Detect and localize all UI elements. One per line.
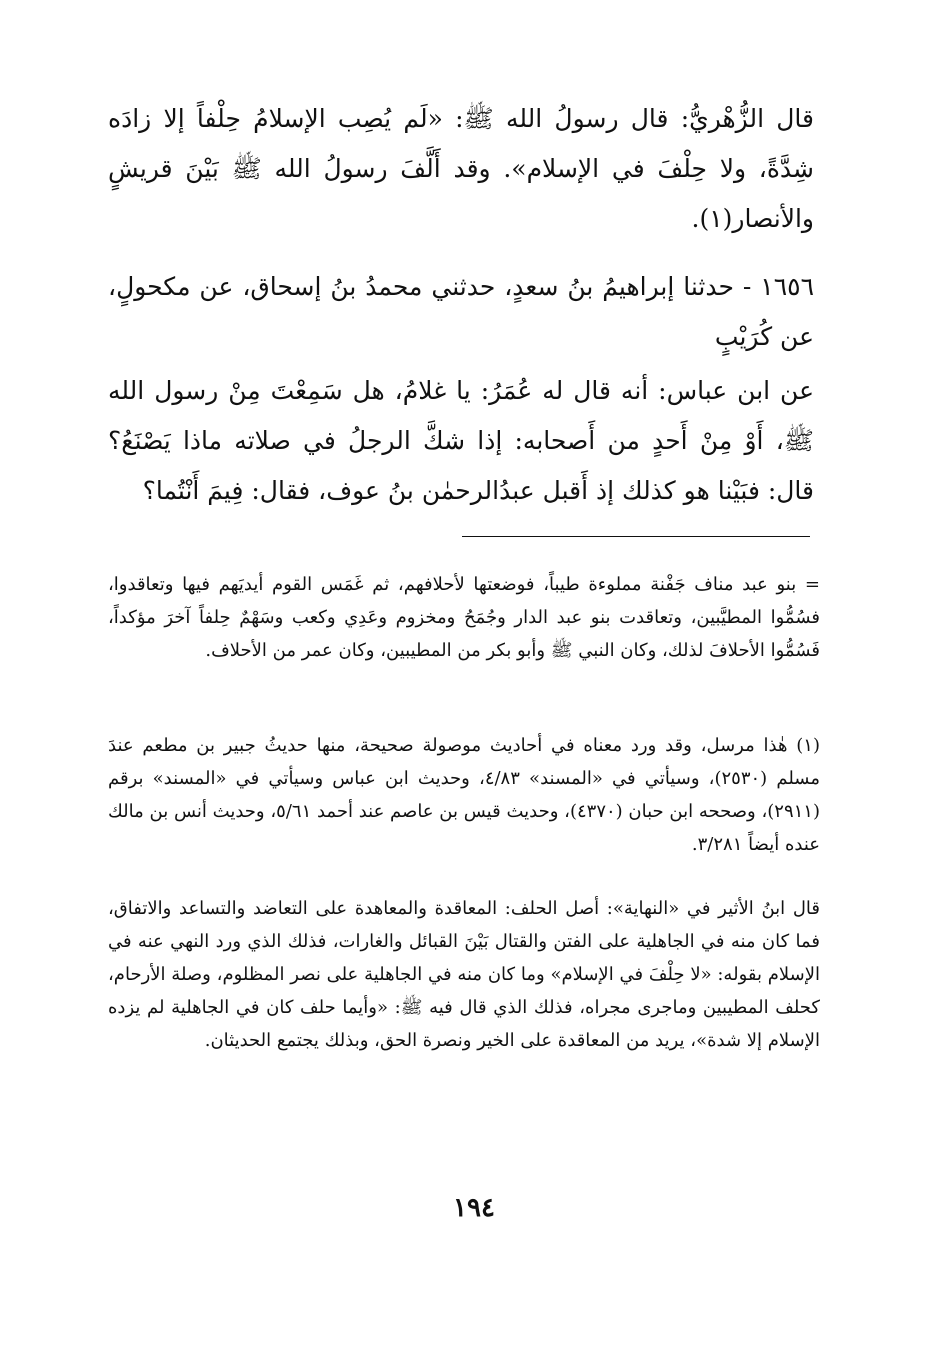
page-number: ١٩٤ [453,1193,495,1223]
footnote-2: قال ابنُ الأثير في «النهاية»: أصل الحلف: المعاقدة والمعاهدة على التعاضد والتساعد والاتفاق، فما كان منه في الجاهلية على الفتن والقتال بَيْنَ القبائل والغارات، فذلك الذي ورد النهي عنه في الإسلام بقوله: «لا حِلْفَ في الإسلام» وما كان منه في الجاهلية على نصر المظلوم، وصلة الأرحام، كحلف المطيبين وماجرى مجراه، فذلك الذي قال فيه ﷺ: «وأيما حلف كان في الجاهلية لم يزده الإسلام إلا شدة»، يريد من المعاقدة على الخير ونصرة الحق، وبذلك يجتمع الحديثان. [108,898,820,1051]
footnote-1: (١) هٰذا مرسل، وقد ورد معناه في أحاديث موصولة صحيحة، منها حديثُ جبير بن مطعم عندَ مسلم (٢٥٣٠)، وسيأتي في «المسند» ٤/٨٣، وحديث ابن عباس وسيأتي في «المسند» برقم (٢٩١١)، وصححه ابن حبان (٤٣٧٠)، وحديث قيس بن عاصم عند أحمد ٥/٦١، وحديث أنس بن مالك عنده أيضاً ٣/٢٨١. [108,735,820,855]
hadith-text-paragraph: عن ابن عباس: أنه قال له عُمَرُ: يا غلامُ، هل سَمِعْتَ مِنْ رسول الله ﷺ، أَوْ مِنْ أَحدٍ من أَصحابه: إذا شكَّ الرجلُ في صلاته ماذا يَصْنَعُ؟ قال: فبَيْنا هو كذلك إذ أَقبل عبدُالرحمٰن بنُ عوف، فقال: فِيمَ أَنْتُما؟ [108,376,814,505]
hadith-chain-paragraph: ١٦٥٦ - حدثنا إبراهيمُ بنُ سعدٍ، حدثني محمدُ بنُ إسحاق، عن مكحولٍ، عن كُرَيْبٍ [108,272,814,351]
footnote-divider [462,536,810,537]
main-paragraph-1: قال الزُّهْريُّ: قال رسولُ الله ﷺ: «لَم يُصِب الإسلامُ حِلْفاً إلا زادَه شِدَّةً، ولا حِلْفَ في الإسلام». وقد أَلَّفَ رسولُ الله ﷺ بَيْنَ قريشٍ والأنصار(١). [108,104,814,233]
footnote-continuation: = بنو عبد مناف جَفْنة مملوءة طيباً، فوضعتها لأحلافهم، ثم غَمَس القوم أيديَهم فيها وتعاقدوا، فسُمُّوا المطيَّبين، وتعاقدت بنو عبد الدار وجُمَحُ ومخزوم وعَدِي وكعب وسَهْمٌ حِلفاً آخرَ مؤكداً، فَسُمُّوا الأحلافَ لذلك، وكان النبي ﷺ وأبو بكر من المطيبين، وكان عمر من الأحلاف. [108,574,820,661]
